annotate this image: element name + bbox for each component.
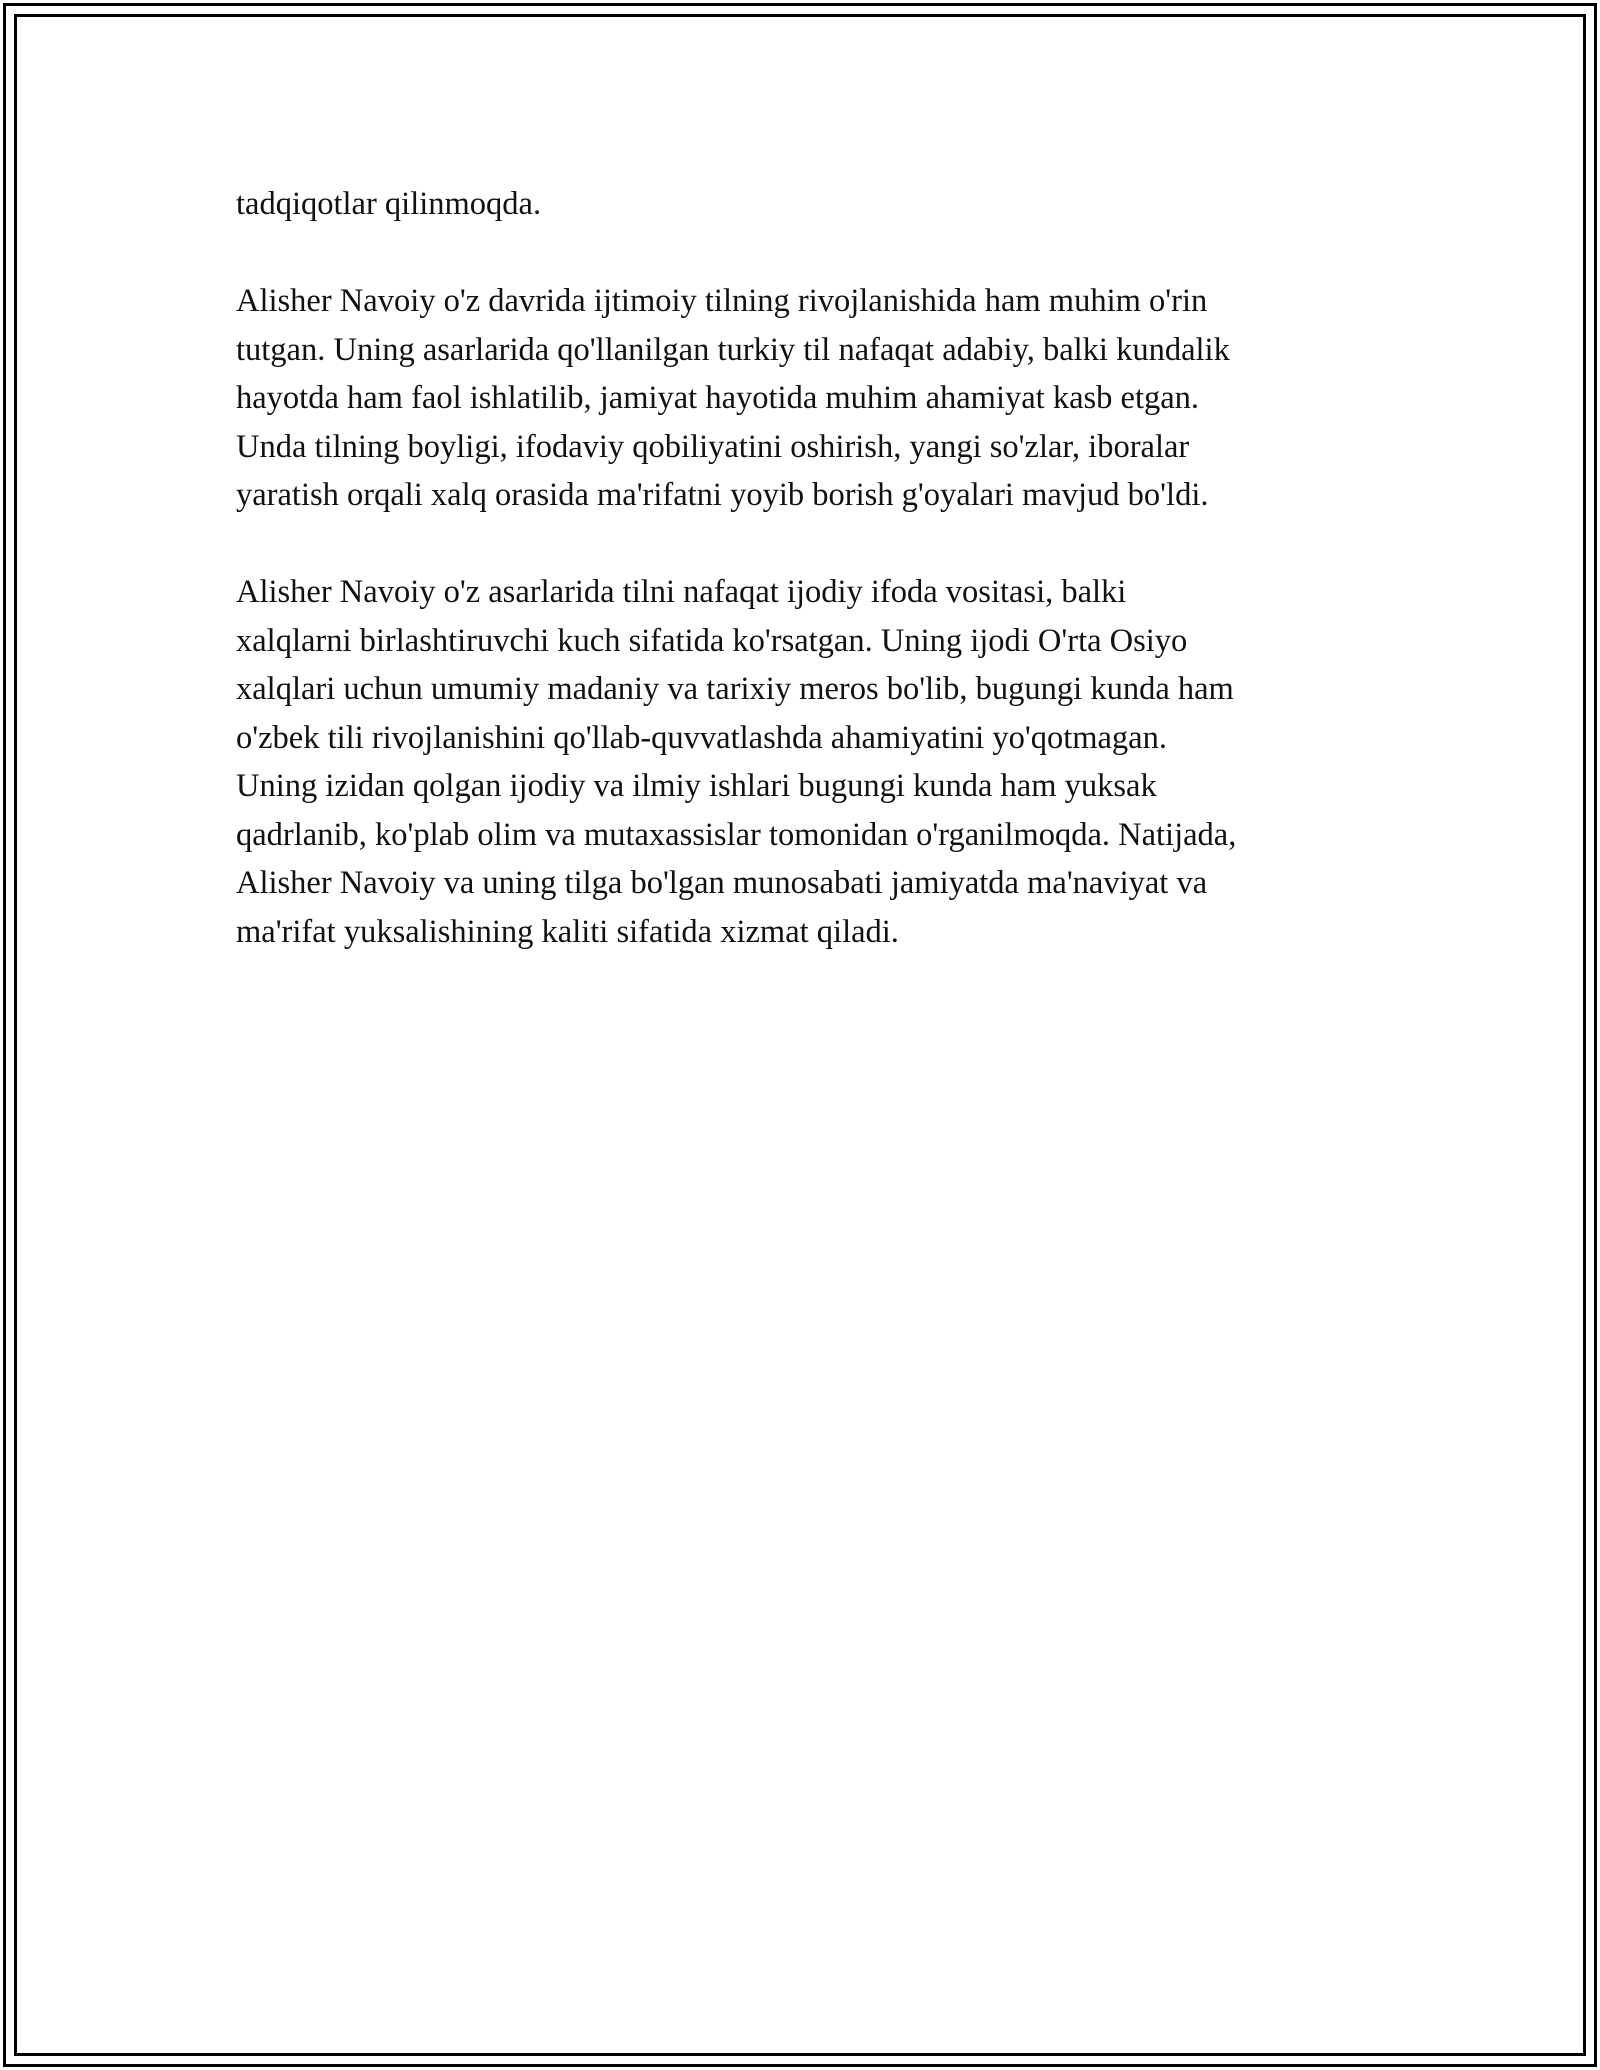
text-line: Alisher Navoiy o'z asarlarida tilni nafaqat ijodiy ifoda vositasi, balki [236,574,1127,610]
paragraph-3 [236,568,1426,956]
text-line: Unda tilning boyligi, ifodaviy qobiliyatini oshirish, yangi so'zlar, iboralar [236,428,1190,465]
text-line: xalqlarni birlashtiruvchi kuch sifatida ko'rsatgan. Uning ijodi O'rta Osiyo [236,622,1188,659]
text-line: tutgan. Uning asarlarida qo'llanilgan turkiy til nafaqat adabiy, balki kundalik [236,331,1230,368]
text-line: Alisher Navoiy o'z davrida ijtimoiy tilning rivojlanishida ham muhim o'rin [236,283,1208,319]
text-line: xalqlari uchun umumiy madaniy va tarixiy meros bo'lib, bugungi kunda ham [236,671,1234,707]
document-body [236,180,1426,956]
text-line: ma'rifat yuksalishining kaliti sifatida xizmat qiladi. [236,913,899,950]
paragraph-1 [236,180,1426,229]
text-line: Alisher Navoiy va uning tilga bo'lgan munosabati jamiyatda ma'naviyat va [236,865,1208,901]
text-line: tadqiqotlar qilinmoqda. [236,186,542,222]
paragraph-2 [236,277,1426,520]
text-line: o'zbek tili rivojlanishini qo'llab-quvvatlashda ahamiyatini yo'qotmagan. [236,719,1167,756]
text-line: qadrlanib, ko'plab olim va mutaxassislar tomonidan o'rganilmoqda. Natijada, [236,816,1237,853]
text-line: yaratish orqali xalq orasida ma'rifatni yoyib borish g'oyalari mavjud bo'ldi. [236,477,1209,513]
text-line: hayotda ham faol ishlatilib, jamiyat hayotida muhim ahamiyat kasb etgan. [236,380,1200,416]
text-line: Uning izidan qolgan ijodiy va ilmiy ishlari bugungi kunda ham yuksak [236,768,1157,804]
